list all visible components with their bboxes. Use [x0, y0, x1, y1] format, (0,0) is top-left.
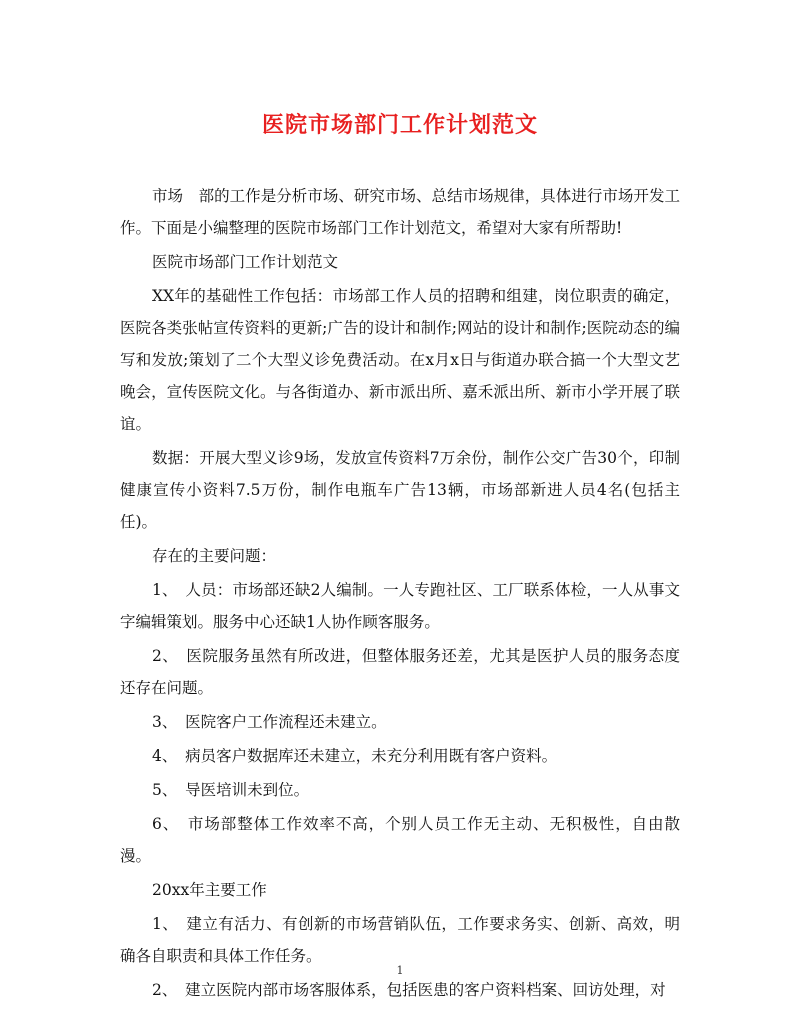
page-number: 1: [396, 964, 404, 977]
document-title: 医院市场部门工作计划范文: [261, 112, 538, 138]
list-item-problem-1: 1、 人员：市场部还缺2人编制。一人专跑社区、工厂联系体检，一人从事文字编辑策划。服务中心还缺1人协作顾客服务。: [120, 581, 680, 631]
paragraph-data: 数据：开展大型义诊9场，发放宣传资料7万余份，制作公交广告30个，印制健康宣传小资料7.5万份，制作电瓶车广告13辆，市场部新进人员4名(包括主任)。: [120, 449, 680, 531]
paragraph-subtitle: 医院市场部门工作计划范文: [152, 253, 339, 271]
list-item-work-2: 2、 建立医院内部市场客服体系，包括医患的客户资料档案、回访处理，对: [152, 981, 666, 999]
paragraph-basic-work: XX年的基础性工作包括：市场部工作人员的招聘和组建，岗位职责的确定，医院各类张帖宣传资料的更新;广告的设计和制作;网站的设计和制作;医院动态的编写和发放;策划了二个大型义诊免费活动。在x月x日与街道办联合搞一个大型文艺晚会，宣传医院文化。与各街道办、新市派出所、嘉禾派出所、新市小学开展了联谊。: [120, 287, 680, 433]
list-item-problem-5: 5、 导医培训未到位。: [152, 781, 310, 799]
paragraph-intro: 市场 部的工作是分析市场、研究市场、总结市场规律，具体进行市场开发工作。下面是小编整理的医院市场部门工作计划范文，希望对大家有所帮助!: [120, 187, 680, 237]
list-item-work-1: 1、 建立有活力、有创新的市场营销队伍，工作要求务实、创新、高效，明确各自职责和具体工作任务。: [120, 915, 680, 965]
document-body: [120, 180, 680, 1008]
paragraph-problems-heading: 存在的主要问题：: [152, 547, 277, 565]
paragraph-main-work-heading: 20xx年主要工作: [152, 881, 267, 899]
list-item-problem-2: 2、 医院服务虽然有所改进，但整体服务还差，尤其是医护人员的服务态度还存在问题。: [120, 647, 680, 697]
list-item-problem-4: 4、 病员客户数据库还未建立，未充分利用既有客户资料。: [152, 747, 558, 765]
list-item-problem-3: 3、 医院客户工作流程还未建立。: [152, 713, 387, 731]
list-item-problem-6: 6、 市场部整体工作效率不高，个别人员工作无主动、无积极性，自由散漫。: [120, 815, 680, 865]
